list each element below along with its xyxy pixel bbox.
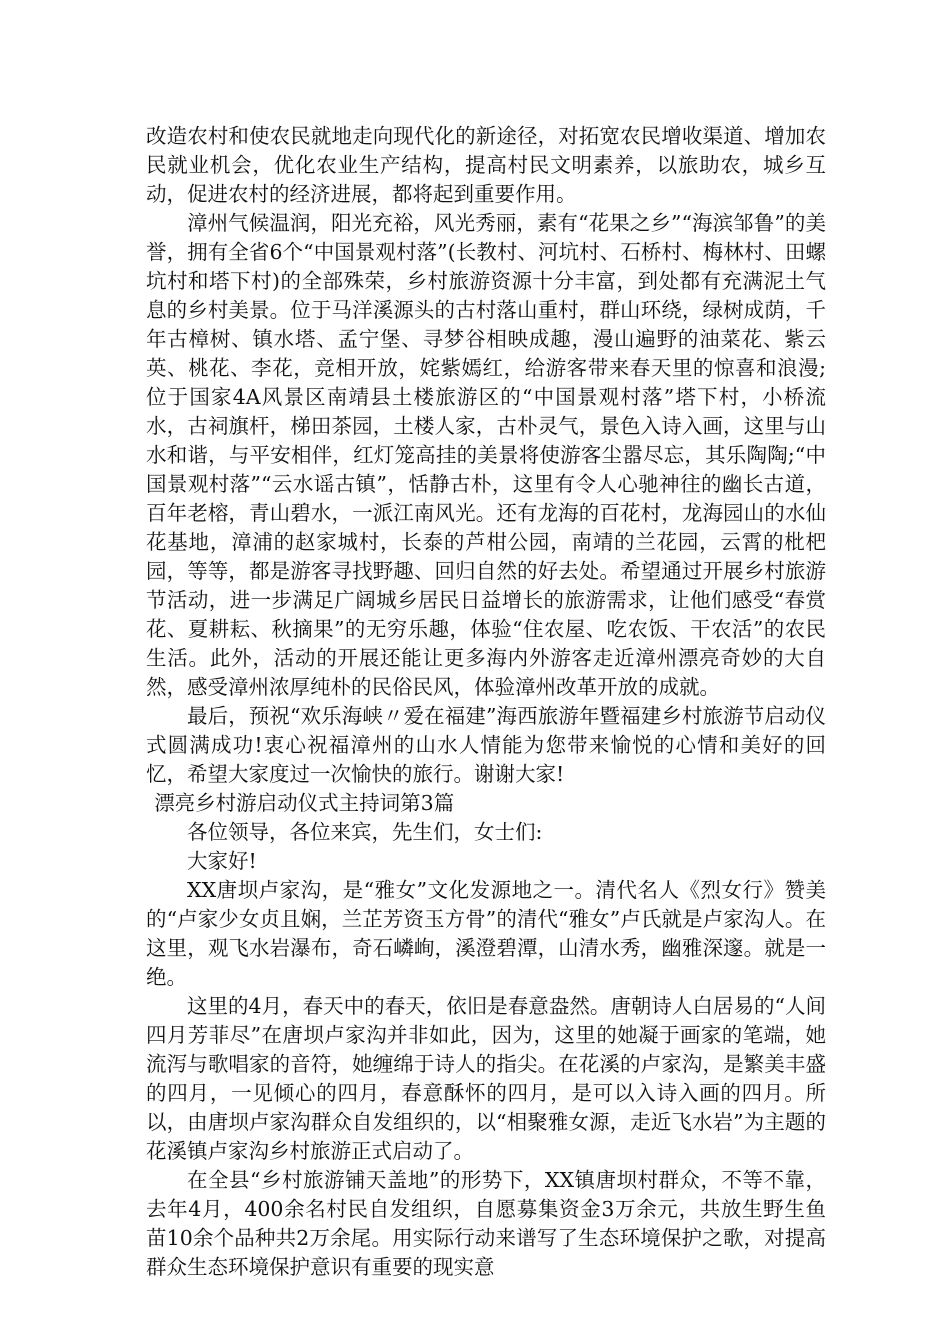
paragraph-4: XX唐坝卢家沟，是“雅女”文化发源地之一。清代名人《烈女行》赞美的“卢家少女贞且娴，兰芷芳资玉方骨”的清代“雅女”卢氏就是卢家沟人。在这里，观飞水岩瀑布，奇石嶙峋，溪澄碧潭，山清水秀，幽雅深邃。就是一绝。: [146, 878, 826, 989]
paragraph-2: 漳州气候温润，阳光充裕，风光秀丽，素有“花果之乡”“海滨邹鲁”的美誉，拥有全省6个“中国景观村落”(长教村、河坑村、石桥村、梅林村、田螺坑村和塔下村)的全部殊荣，乡村旅游资源十分丰富，到处都有充满泥土气息的乡村美景。位于马洋溪源头的古村落山重村，群山环绕，绿树成荫，千年古樟树、镇水塔、孟宁堡、寻梦谷相映成趣，漫山遍野的油菜花、紫云英、桃花、李花，竞相开放，姹紫嫣红，给游客带来春天里的惊喜和浪漫;位于国家4A风景区南靖县土楼旅游区的“中国景观村落”塔下村，小桥流水，古祠旗杆，梯田茶园，土楼人家，古朴灵气，景色入诗入画，这里与山水和谐，与平安相伴，红灯笼高挂的美景将使游客尘嚣尽忘，其乐陶陶;“中国景观村落”“云水谣古镇”，恬静古朴，这里有令人心驰神往的幽长古道，百年老榕，青山碧水，一派江南风光。还有龙海的百花村，龙海园山的水仙花基地，漳浦的赵家城村，长泰的芦柑公园，南靖的兰花园，云霄的枇杷园，等等，都是游客寻找野趣、回归自然的好去处。希望通过开展乡村旅游节活动，进一步满足广阔城乡居民日益增长的旅游需求，让他们感受“春赏花、夏耕耘、秋摘果”的无穷乐趣，体验“住农屋、吃农饭、干农活”的农民生活。此外，活动的开展还能让更多海内外游客走近漳州漂亮奇妙的大自然，感受漳州浓厚纯朴的民俗民风，体验漳州改革开放的成就。: [146, 211, 826, 699]
document-page: [146, 122, 826, 1282]
paragraph-hello: 大家好!: [187, 849, 257, 873]
paragraph-1: 改造农村和使农民就地走向现代化的新途径，对拓宽农民增收渠道、增加农民就业机会，优化农业生产结构，提高村民文明素养，以旅助农，城乡互动，促进农村的经济进展，都将起到重要作用。: [146, 124, 826, 206]
paragraph-3: 最后，预祝“欢乐海峡〃爱在福建”海西旅游年暨福建乡村旅游节启动仪式圆满成功!衷心祝福漳州的山水人情能为您带来愉悦的心情和美好的回忆，希望大家度过一次愉快的旅行。谢谢大家!: [146, 704, 826, 786]
paragraph-5: 这里的4月，春天中的春天，依旧是春意盎然。唐朝诗人白居易的“人间四月芳菲尽”在唐坝卢家沟并非如此，因为，这里的她凝于画家的笔端，她流泻与歌唱家的音符，她缠绵于诗人的指尖。在花溪的卢家沟，是繁美丰盛的四月，一见倾心的四月，春意酥怀的四月，是可以入诗入画的四月。所以，由唐坝卢家沟群众自发组织的，以“相聚雅女源，走近飞水岩”为主题的花溪镇卢家沟乡村旅游正式启动了。: [146, 994, 826, 1163]
paragraph-greeting: 各位领导，各位来宾，先生们，女士们:: [187, 820, 543, 844]
section-heading: 漂亮乡村游启动仪式主持词第3篇: [154, 791, 455, 815]
paragraph-6: 在全县“乡村旅游铺天盖地”的形势下，XX镇唐坝村群众，不等不靠，去年4月，400余名村民自发组织，自愿募集资金3万余元，共放生野生鱼苗10余个品种共2万余尾。用实际行动来谱写了生态环境保护之歌，对提高群众生态环境保护意识有重要的现实意: [146, 1168, 826, 1279]
